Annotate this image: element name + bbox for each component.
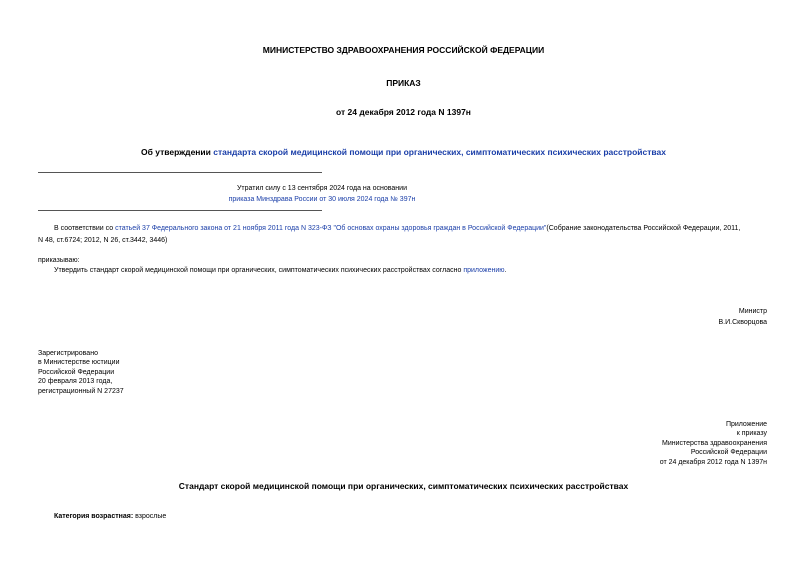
document-title-prefix: Об утверждении xyxy=(141,147,214,157)
standard-link[interactable]: стандарта скорой медицинской помощи при органических, симптоматических психических расстройствах xyxy=(213,147,666,157)
federal-law-link[interactable]: статьей 37 Федерального закона от 21 ноября 2011 года N 323-ФЗ "Об основах охраны здоровья граждан в Российской Федерации" xyxy=(115,225,547,232)
expired-notice-line1: Утратил силу с 13 сентября 2024 года на основании xyxy=(236,185,407,192)
order-date-heading: от 24 декабря 2012 года N 1397н xyxy=(336,107,471,117)
appendix-block xyxy=(660,420,767,467)
order-text-body: Утвердить стандарт скорой медицинской помощи при органических, симптоматических психических расстройствах согласно xyxy=(54,267,464,274)
appendix-line5: от 24 декабря 2012 года N 1397н xyxy=(659,458,767,466)
appendix-line4: Российской Федерации xyxy=(690,449,767,457)
age-category xyxy=(54,512,166,521)
preamble-suffix: (Собрание законодательства Российской Федерации, 2011, xyxy=(546,225,741,232)
preamble-prefix: В соответствии со xyxy=(54,225,116,232)
age-category-value: взрослые xyxy=(133,513,167,520)
expired-order-link[interactable]: приказа Минздрава России от 30 июля 2024 года № 397н xyxy=(228,196,416,203)
signature-block xyxy=(719,307,768,328)
order-type-heading: ПРИКАЗ xyxy=(386,78,421,88)
document-title xyxy=(0,147,807,158)
divider-top xyxy=(38,172,322,173)
appendix-link[interactable]: приложению xyxy=(463,267,505,274)
registration-line1: Зарегистрировано xyxy=(38,350,98,357)
registration-line3: Российской Федерации xyxy=(38,368,115,376)
registration-block xyxy=(38,349,124,396)
registration-line2: в Министерстве юстиции xyxy=(38,359,120,367)
preamble-line2: N 48, ст.6724; 2012, N 26, ст.3442, 3446) xyxy=(38,237,168,244)
registration-line4: 20 февраля 2013 года, xyxy=(38,378,113,386)
ministry-heading: МИНИСТЕРСТВО ЗДРАВООХРАНЕНИЯ РОССИЙСКОЙ ФЕДЕРАЦИИ xyxy=(262,45,545,55)
appendix-line2: к приказу xyxy=(736,430,767,438)
standard-title: Стандарт скорой медицинской помощи при органических, симптоматических психических расстройствах xyxy=(178,481,629,491)
order-label: приказываю: xyxy=(38,257,80,264)
age-category-label: Категория возрастная: xyxy=(54,513,134,520)
order-text-end: . xyxy=(504,267,507,274)
signature-name: В.И.Скворцова xyxy=(718,319,767,327)
registration-line5: регистрационный N 27237 xyxy=(38,387,124,395)
expired-notice-line2 xyxy=(38,195,606,204)
preamble-line1 xyxy=(54,224,740,233)
order-text xyxy=(54,266,506,275)
signature-position: Министр xyxy=(738,308,767,315)
divider-bottom xyxy=(38,210,322,211)
appendix-line1: Приложение xyxy=(725,421,767,428)
appendix-line3: Министерства здравоохранения xyxy=(662,439,767,447)
